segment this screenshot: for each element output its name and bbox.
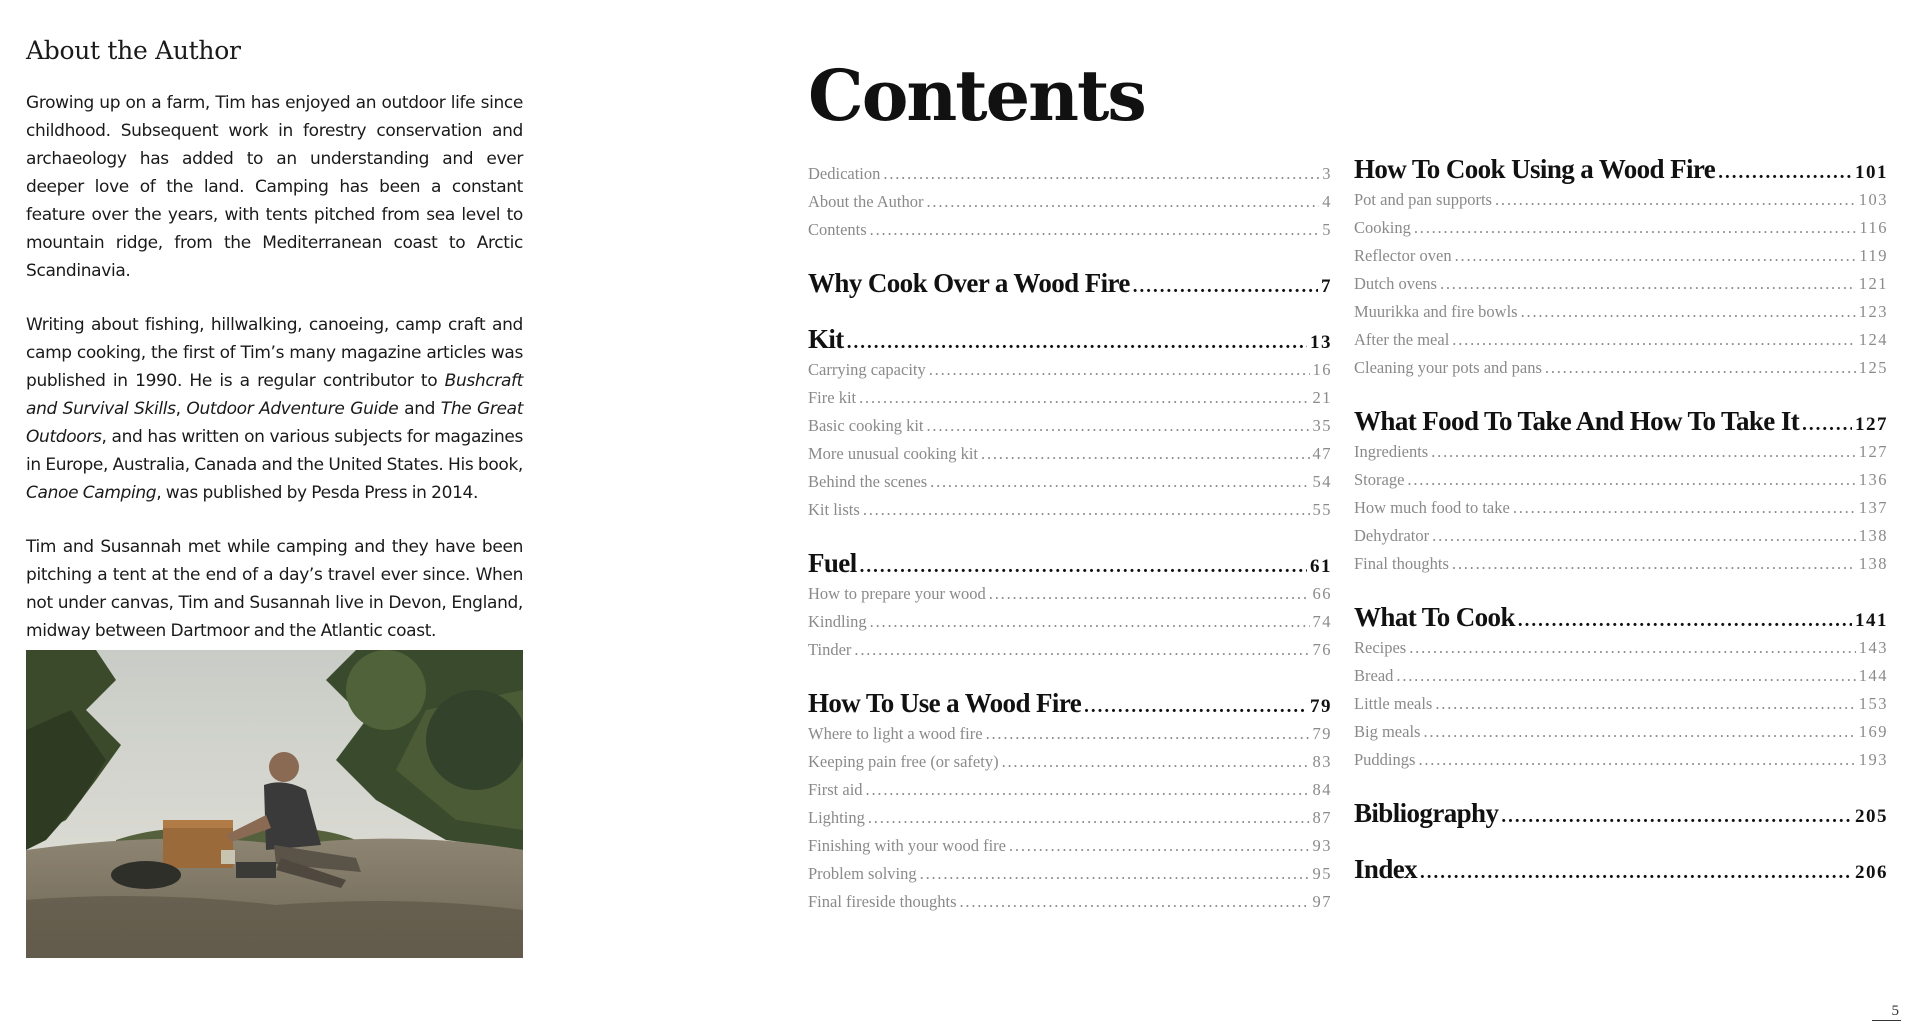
- toc-page-number: 141: [1855, 610, 1888, 631]
- toc-entry-title: Final thoughts: [1354, 554, 1449, 573]
- toc-section-entry: [808, 636, 1332, 664]
- toc-entry-title: Muurikka and fire bowls: [1354, 302, 1518, 321]
- toc-entry-title: Recipes: [1354, 638, 1407, 657]
- toc-page-number: 206: [1855, 862, 1888, 883]
- toc-entry-title: Big meals: [1354, 722, 1421, 741]
- toc-page-number: 79: [1312, 724, 1332, 743]
- toc-entry-title: Behind the scenes: [808, 472, 928, 491]
- toc-page-number: 137: [1858, 498, 1888, 517]
- dot-leader: [1495, 186, 1856, 214]
- dot-leader: [1431, 438, 1856, 466]
- toc-chapter-entry: [1354, 600, 1888, 634]
- toc-entry-title: Puddings: [1354, 750, 1416, 769]
- dot-leader: [1452, 550, 1856, 578]
- toc-section-entry: [808, 440, 1332, 468]
- toc-entry-title: Carrying capacity: [808, 360, 926, 379]
- toc-page-number: 136: [1858, 470, 1888, 489]
- dot-leader: [854, 636, 1309, 664]
- toc-page-number: 125: [1858, 358, 1888, 377]
- toc-entry-title: Fire kit: [808, 388, 857, 407]
- dot-leader: [1409, 634, 1856, 662]
- toc-section-entry: [1354, 746, 1888, 774]
- dot-leader: [863, 496, 1310, 524]
- toc-entry-title: Reflector oven: [1354, 246, 1452, 265]
- about-text: ,: [175, 399, 187, 419]
- about-paragraph-1: Growing up on a farm, Tim has enjoyed an outdoor life since childhood. Subsequent work in forestry conservation and archaeology has added to an understanding and ever deeper love of the land. Camping has been a constant feature over the years, with tents pitched from sea level to mountain ridge, from the Mediterranean coast to Arctic Scandinavia.: [26, 93, 523, 281]
- toc-section-entry: [808, 860, 1332, 888]
- toc-section-entry: [1354, 270, 1888, 298]
- toc-section-entry: [1354, 326, 1888, 354]
- dot-leader: [927, 188, 1320, 216]
- toc-page-number: 3: [1322, 164, 1332, 183]
- toc-chapter-entry: [808, 266, 1332, 300]
- dot-leader: [981, 440, 1309, 468]
- toc-section-entry: [808, 804, 1332, 832]
- toc-section-entry: [808, 188, 1332, 216]
- dot-leader: [1423, 718, 1855, 746]
- dot-leader: [1414, 214, 1857, 242]
- dot-leader: [1501, 800, 1852, 830]
- dot-leader: [1418, 746, 1855, 774]
- toc-entry-title: How much food to take: [1354, 498, 1510, 517]
- toc-page-number: 55: [1312, 500, 1332, 519]
- toc-entry-title: How to prepare your wood: [808, 584, 986, 603]
- toc-entry-title: Basic cooking kit: [808, 416, 924, 435]
- toc-page-number: 79: [1310, 696, 1332, 717]
- toc-chapter-entry: [808, 322, 1332, 356]
- toc-page-number: 124: [1858, 330, 1888, 349]
- toc-page-number: 84: [1312, 780, 1332, 799]
- toc-entry-title: Contents: [808, 220, 867, 239]
- toc-section-entry: [808, 496, 1332, 524]
- toc-chapter-entry: [1354, 152, 1888, 186]
- toc-page-number: 193: [1858, 750, 1888, 769]
- toc-section-entry: [808, 412, 1332, 440]
- toc-page-number: 66: [1312, 584, 1332, 603]
- toc-section-entry: [808, 160, 1332, 188]
- toc-entry-title: Cleaning your pots and pans: [1354, 358, 1542, 377]
- book-title: Canoe Camping: [26, 483, 157, 503]
- toc-section-entry: [808, 748, 1332, 776]
- toc-entry-title: Kit: [808, 324, 844, 354]
- toc-page-number: 138: [1858, 554, 1888, 573]
- magazine-title: Outdoor Adventure Guide: [186, 399, 399, 419]
- toc-page-number: 61: [1310, 556, 1332, 577]
- toc-chapter-entry: [808, 546, 1332, 580]
- toc-chapter-entry: [1354, 796, 1888, 830]
- toc-page-number: 138: [1858, 526, 1888, 545]
- toc-page-number: 153: [1858, 694, 1888, 713]
- toc-page-number: 169: [1858, 722, 1888, 741]
- dot-leader: [1518, 604, 1852, 634]
- toc-entry-title: How To Cook Using a Wood Fire: [1354, 154, 1716, 184]
- toc-section-entry: [1354, 214, 1888, 242]
- toc-section-entry: [1354, 354, 1888, 382]
- toc-section-entry: [1354, 466, 1888, 494]
- toc-section-entry: [808, 468, 1332, 496]
- about-paragraph-2: [26, 311, 523, 507]
- dot-leader: [870, 608, 1310, 636]
- dot-leader: [1455, 242, 1857, 270]
- dot-leader: [986, 720, 1310, 748]
- dot-leader: [1513, 494, 1856, 522]
- toc-page-number: 121: [1858, 274, 1888, 293]
- toc-entry-title: Final fireside thoughts: [808, 892, 957, 911]
- dot-leader: [1133, 270, 1318, 300]
- toc-page-number: 101: [1855, 162, 1888, 183]
- toc-section-entry: [1354, 186, 1888, 214]
- dot-leader: [1718, 156, 1852, 186]
- dot-leader: [1802, 408, 1852, 438]
- dot-leader: [1396, 662, 1855, 690]
- toc-entry-title: More unusual cooking kit: [808, 444, 979, 463]
- toc-section-entry: [1354, 634, 1888, 662]
- toc-entry-title: Finishing with your wood fire: [808, 836, 1006, 855]
- about-title: About the Author: [26, 36, 241, 65]
- dot-leader: [989, 580, 1310, 608]
- toc-page-number: 95: [1312, 864, 1332, 883]
- about-text: , and has written on various subjects for magazines in Europe, Australia, Canada and the United States. His book,: [26, 427, 523, 475]
- toc-entry-title: Little meals: [1354, 694, 1433, 713]
- dot-leader: [1002, 748, 1310, 776]
- dot-leader: [929, 356, 1310, 384]
- toc-entry-title: Storage: [1354, 470, 1405, 489]
- toc-chapter-entry: [1354, 852, 1888, 886]
- toc-page-number: 54: [1312, 472, 1332, 491]
- toc-page-number: 103: [1858, 190, 1888, 209]
- toc-column-left: [808, 160, 1332, 916]
- dot-leader: [1432, 522, 1856, 550]
- toc-chapter-entry: [808, 686, 1332, 720]
- toc-page-number: 123: [1858, 302, 1888, 321]
- toc-section-entry: [808, 608, 1332, 636]
- magazine-title: The Great Outdoors: [26, 399, 524, 447]
- about-the-author-section: [26, 36, 523, 671]
- toc-entry-title: Ingredients: [1354, 442, 1429, 461]
- toc-section-entry: [1354, 298, 1888, 326]
- dot-leader: [920, 860, 1310, 888]
- toc-section-entry: [808, 580, 1332, 608]
- toc-entry-title: What Food To Take And How To Take It: [1354, 406, 1800, 436]
- toc-entry-title: How To Use a Wood Fire: [808, 688, 1082, 718]
- toc-section-entry: [1354, 662, 1888, 690]
- toc-section-entry: [1354, 522, 1888, 550]
- toc-page-number: 21: [1312, 388, 1332, 407]
- contents-title: Contents: [808, 54, 1145, 137]
- toc-entry-title: Kit lists: [808, 500, 860, 519]
- toc-entry-title: Dehydrator: [1354, 526, 1430, 545]
- toc-entry-title: What To Cook: [1354, 602, 1515, 632]
- toc-page-number: 4: [1322, 192, 1332, 211]
- toc-entry-title: Tinder: [808, 640, 852, 659]
- dot-leader: [1545, 354, 1856, 382]
- toc-section-entry: [808, 356, 1332, 384]
- dot-leader: [930, 468, 1309, 496]
- toc-page-number: 205: [1855, 806, 1888, 827]
- toc-section-entry: [1354, 718, 1888, 746]
- toc-page-number: 144: [1858, 666, 1888, 685]
- toc-entry-title: Pot and pan supports: [1354, 190, 1492, 209]
- toc-section-entry: [1354, 690, 1888, 718]
- toc-entry-title: Keeping pain free (or safety): [808, 752, 999, 771]
- toc-page-number: 47: [1312, 444, 1332, 463]
- toc-section-entry: [808, 832, 1332, 860]
- toc-section-entry: [1354, 550, 1888, 578]
- magazine-title: Bushcraft and Survival Skills: [26, 371, 523, 419]
- toc-page-number: 74: [1312, 612, 1332, 631]
- author-photo: [26, 650, 523, 958]
- toc-entry-title: Lighting: [808, 808, 865, 827]
- toc-page-number: 87: [1312, 808, 1332, 827]
- toc-entry-title: Where to light a wood fire: [808, 724, 983, 743]
- toc-page-number: 16: [1312, 360, 1332, 379]
- toc-page-number: 116: [1859, 218, 1888, 237]
- toc-page-number: 97: [1312, 892, 1332, 911]
- toc-entry-title: Problem solving: [808, 864, 917, 883]
- toc-entry-title: Fuel: [808, 548, 857, 578]
- dot-leader: [883, 160, 1319, 188]
- toc-entry-title: First aid: [808, 780, 863, 799]
- toc-chapter-entry: [1354, 404, 1888, 438]
- toc-column-right: [1354, 152, 1888, 886]
- toc-section-entry: [808, 216, 1332, 244]
- toc-page-number: 127: [1855, 414, 1888, 435]
- dot-leader: [870, 216, 1320, 244]
- toc-entry-title: Dutch ovens: [1354, 274, 1437, 293]
- dot-leader: [926, 412, 1309, 440]
- dot-leader: [866, 776, 1310, 804]
- dot-leader: [1009, 832, 1310, 860]
- dot-leader: [1521, 298, 1856, 326]
- toc-page-number: 76: [1312, 640, 1332, 659]
- toc-page-number: 119: [1859, 246, 1888, 265]
- dot-leader: [860, 550, 1307, 580]
- toc-entry-title: Cooking: [1354, 218, 1411, 237]
- toc-section-entry: [808, 720, 1332, 748]
- toc-section-entry: [1354, 242, 1888, 270]
- toc-section-entry: [808, 384, 1332, 412]
- toc-section-entry: [1354, 438, 1888, 466]
- about-text: and: [398, 399, 441, 419]
- dot-leader: [847, 326, 1307, 356]
- toc-section-entry: [808, 776, 1332, 804]
- dot-leader: [868, 804, 1310, 832]
- toc-page-number: 35: [1312, 416, 1332, 435]
- toc-page-number: 143: [1858, 638, 1888, 657]
- toc-entry-title: Kindling: [808, 612, 867, 631]
- toc-page-number: 127: [1858, 442, 1888, 461]
- dot-leader: [1452, 326, 1855, 354]
- toc-page-number: 5: [1322, 220, 1332, 239]
- dot-leader: [959, 888, 1309, 916]
- toc-page-number: 13: [1310, 332, 1332, 353]
- toc-section-entry: [1354, 494, 1888, 522]
- dot-leader: [1440, 270, 1856, 298]
- dot-leader: [1407, 466, 1855, 494]
- dot-leader: [1420, 856, 1852, 886]
- dot-leader: [859, 384, 1309, 412]
- toc-entry-title: Bread: [1354, 666, 1394, 685]
- dot-leader: [1435, 690, 1855, 718]
- toc-entry-title: Dedication: [808, 164, 881, 183]
- toc-entry-title: Index: [1354, 854, 1418, 884]
- page-number: 5: [1872, 1003, 1902, 1021]
- about-text: , was published by Pesda Press in 2014.: [156, 483, 479, 503]
- toc-entry-title: After the meal: [1354, 330, 1450, 349]
- toc-entry-title: Bibliography: [1354, 798, 1499, 828]
- about-text: Writing about fishing, hillwalking, canoeing, camp craft and camp cooking, the first of Tim’s many magazine articles was published in 1990. He is a regular contributor to: [26, 315, 523, 391]
- about-paragraph-3: Tim and Susannah met while camping and they have been pitching a tent at the end of a day’s travel ever since. When not under canvas, Tim and Susannah live in Devon, England, midway between Dartmoor and the Atlantic coast.: [26, 537, 523, 641]
- dot-leader: [1084, 690, 1307, 720]
- toc-page-number: 83: [1312, 752, 1332, 771]
- toc-entry-title: About the Author: [808, 192, 924, 211]
- toc-entry-title: Why Cook Over a Wood Fire: [808, 268, 1130, 298]
- toc-page-number: 7: [1321, 276, 1332, 297]
- toc-section-entry: [808, 888, 1332, 916]
- toc-page-number: 93: [1312, 836, 1332, 855]
